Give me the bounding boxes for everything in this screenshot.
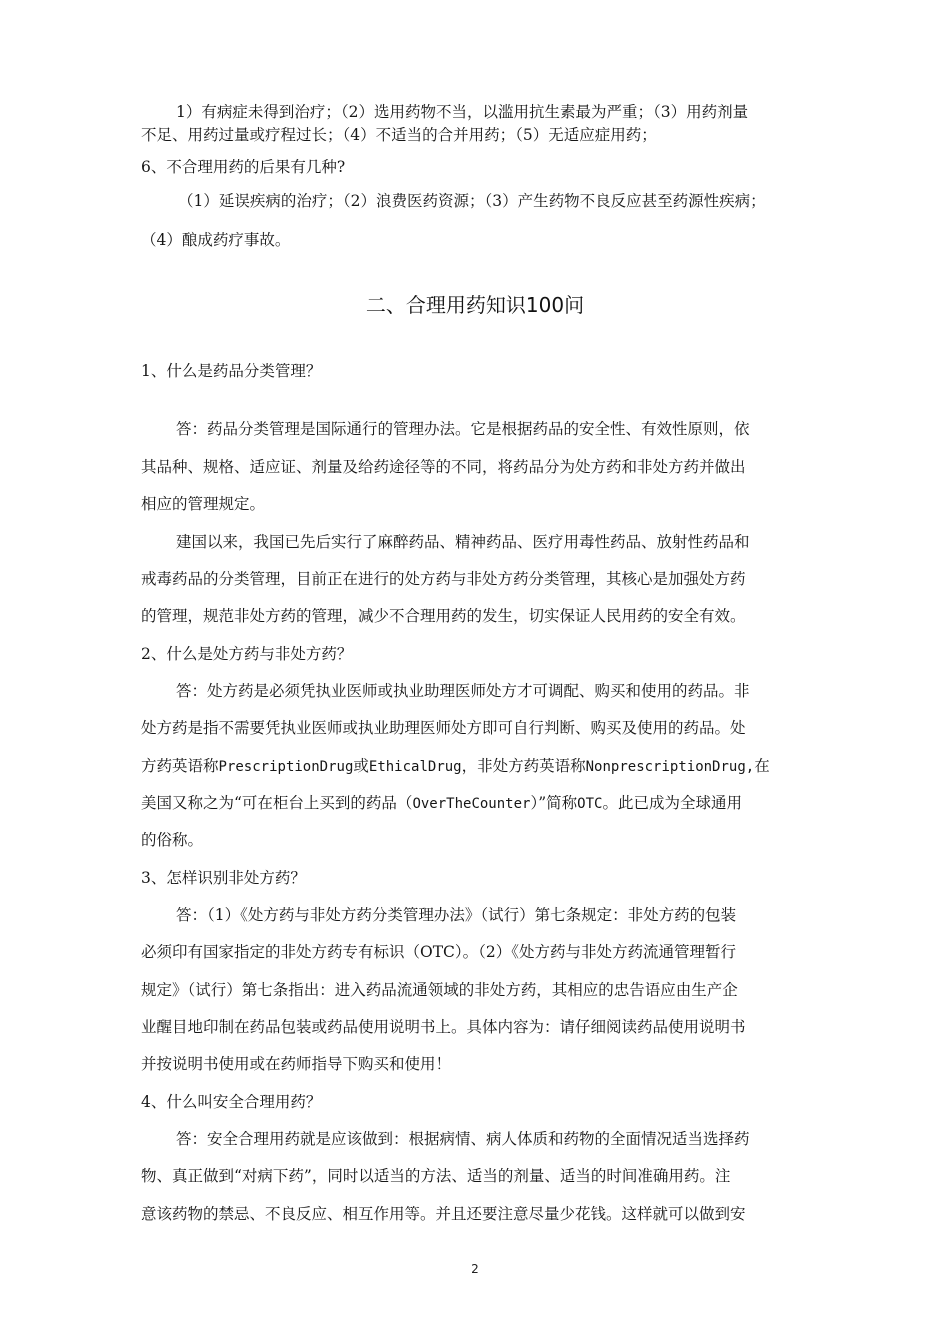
text-segment: 。此已成为全球通用 [602,794,742,812]
term-otc: OTC [577,796,603,812]
term-nonprescription-drug: NonprescriptionDrug, [585,759,755,775]
answer-6-line-2: （4）酿成药疗事故。 [141,231,291,249]
page-number: 2 [471,1262,479,1276]
answer-2-line-2: 处方药是指不需要凭执业医师或执业助理医师处方即可自行判断、购买及使用的药品。处 [141,719,746,737]
question-2: 2、什么是处方药与非处方药？ [141,645,353,663]
answer-3-line-1: 答：（1）《处方药与非处方药分类管理办法》（试行）第七条规定：非处方药的包装 [176,906,737,924]
text-segment: 在 [754,757,770,775]
term-ethical-drug: EthicalDrug [368,759,462,775]
answer-1-line-2: 其品种、规格、适应证、剂量及给药途径等的不同，将药品分为处方药和非处方药并做出 [141,458,746,476]
answer-1-line-3: 相应的管理规定。 [141,495,266,513]
answer-4-line-3: 意该药物的禁忌、不良反应、相互作用等。并且还要注意尽量少花钱。这样就可以做到安 [141,1205,746,1223]
intro-line-1: 1）有病症未得到治疗；（2）选用药物不当，以滥用抗生素最为严重；（3）用药剂量 [176,103,749,121]
answer-4-line-1: 答：安全合理用药就是应该做到：根据病情、病人体质和药物的全面情况适当选择药 [176,1130,750,1148]
text-segment: 方药英语称 [141,757,219,775]
question-1: 1、什么是药品分类管理？ [141,362,322,380]
answer-3-line-5: 并按说明书使用或在药师指导下购买和使用！ [141,1055,452,1073]
answer-1b-line-2: 戒毒药品的分类管理，目前正在进行的处方药与非处方药分类管理，其核心是加强处方药 [141,570,746,588]
text-segment: ）”简称 [530,794,578,812]
answer-2-line-4 [141,793,742,814]
question-4: 4、什么叫安全合理用药？ [141,1093,322,1111]
answer-3-line-4: 业醒目地印制在药品包装或药品使用说明书上。具体内容为：请仔细阅读药品使用说明书 [141,1018,746,1036]
answer-2-line-1: 答：处方药是必须凭执业医师或执业助理医师处方才可调配、购买和使用的药品。非 [176,682,750,700]
text-segment: 美国又称之为“可在柜台上买到的药品（ [141,794,413,812]
text-segment: ，非处方药英语称 [461,757,586,775]
question-3: 3、怎样识别非处方药？ [141,869,306,887]
answer-1b-line-3: 的管理，规范非处方药的管理，减少不合理用药的发生，切实保证人民用药的安全有效。 [141,607,746,625]
answer-6-line-1: （1）延误疾病的治疗；（2）浪费医药资源；（3）产生药物不良反应甚至药源性疾病； [178,192,766,210]
term-over-the-counter: OverTheCounter [412,796,531,812]
answer-1-line-1: 答：药品分类管理是国际通行的管理办法。它是根据药品的安全性、有效性原则，依 [176,420,750,438]
answer-3-line-2: 必须印有国家指定的非处方药专有标识（OTC）。（2）《处方药与非处方药流通管理暂行 [141,943,737,961]
term-prescription-drug: PrescriptionDrug [218,759,354,775]
answer-2-line-3 [141,756,770,777]
section-title: 二、合理用药知识100问 [365,293,585,317]
question-6: 6、不合理用药的后果有几种? [141,158,346,176]
answer-3-line-3: 规定》（试行）第七条指出：进入药品流通领域的非处方药，其相应的忠告语应由生产企 [141,981,738,999]
answer-2-line-5: 的俗称。 [141,831,204,849]
answer-4-line-2: 物、真正做到“对病下药”，同时以适当的方法、适当的剂量、适当的时间准确用药。注 [141,1167,731,1185]
answer-1b-line-1: 建国以来，我国已先后实行了麻醉药品、精神药品、医疗用毒性药品、放射性药品和 [176,533,750,551]
text-segment: 或 [353,757,369,775]
intro-line-2: 不足、用药过量或疗程过长；（4）不适当的合并用药；（5）无适应症用药； [141,126,657,144]
